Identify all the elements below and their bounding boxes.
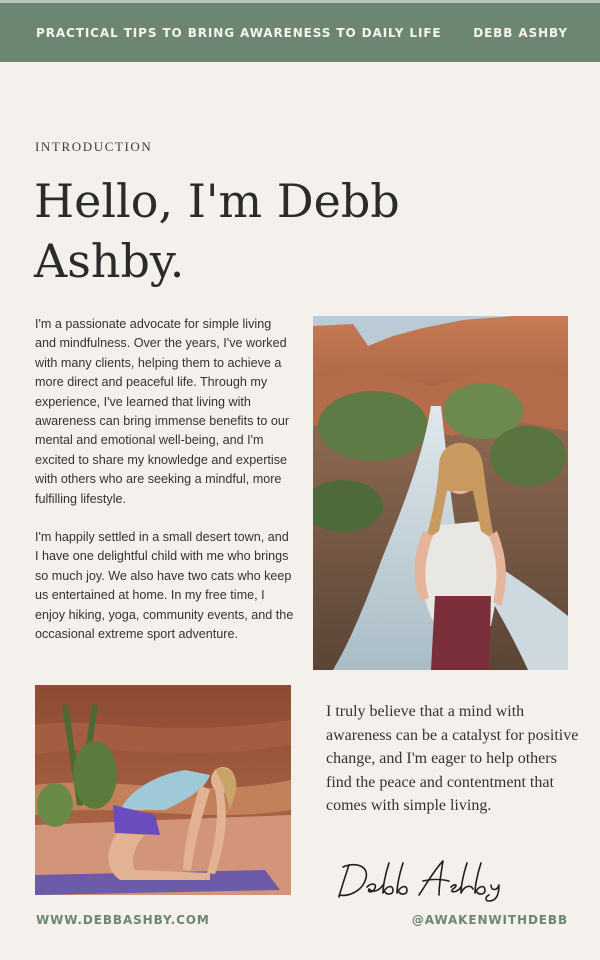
social-handle-link[interactable]: @AWAKENWITHDEBB	[411, 913, 568, 927]
bio-text	[35, 315, 295, 664]
page-title	[34, 171, 454, 291]
bio-paragraph-2: I'm happily settled in a small desert town, and I have one delightful child with me who brings so much joy. We also have two cats who keep us entertained at home. In my free time, I enjoy hiking, yoga, community events, and the occasional extreme sport adventure.	[35, 530, 294, 642]
top-banner	[0, 0, 600, 62]
portrait-waterfall-photo	[313, 316, 568, 670]
quote-text: I truly believe that a mind with awareness can be a catalyst for positive change, and I'm eager to help others find the peace and contentment that comes with simple living.	[326, 703, 579, 814]
banner-tagline: PRACTICAL TIPS TO BRING AWARENESS TO DAILY LIFE	[36, 25, 442, 40]
signature-icon	[335, 855, 505, 903]
banner-author-name: DEBB ASHBY	[473, 25, 568, 40]
title-line-1: Hello, I'm Debb	[34, 174, 400, 228]
title-line-2: Ashby.	[34, 234, 185, 288]
section-eyebrow: INTRODUCTION	[35, 139, 153, 154]
yoga-pose-photo	[35, 685, 291, 895]
waterfall-photo-illustration	[313, 316, 568, 670]
signature-image	[335, 855, 505, 903]
bio-paragraph-1: I'm a passionate advocate for simple living and mindfulness. Over the years, I've worked with many clients, helping them to achieve a more direct and peaceful life. Through my experience, I've learned that living with awareness can bring immense benefits to our mental and emotional well-being, and I'm excited to share my knowledge and expertise with others who are seeking a mindful, more fulfilling lifestyle.	[35, 317, 290, 506]
website-link[interactable]: WWW.DEBBASHBY.COM	[36, 913, 210, 927]
yoga-photo-illustration	[35, 685, 291, 895]
